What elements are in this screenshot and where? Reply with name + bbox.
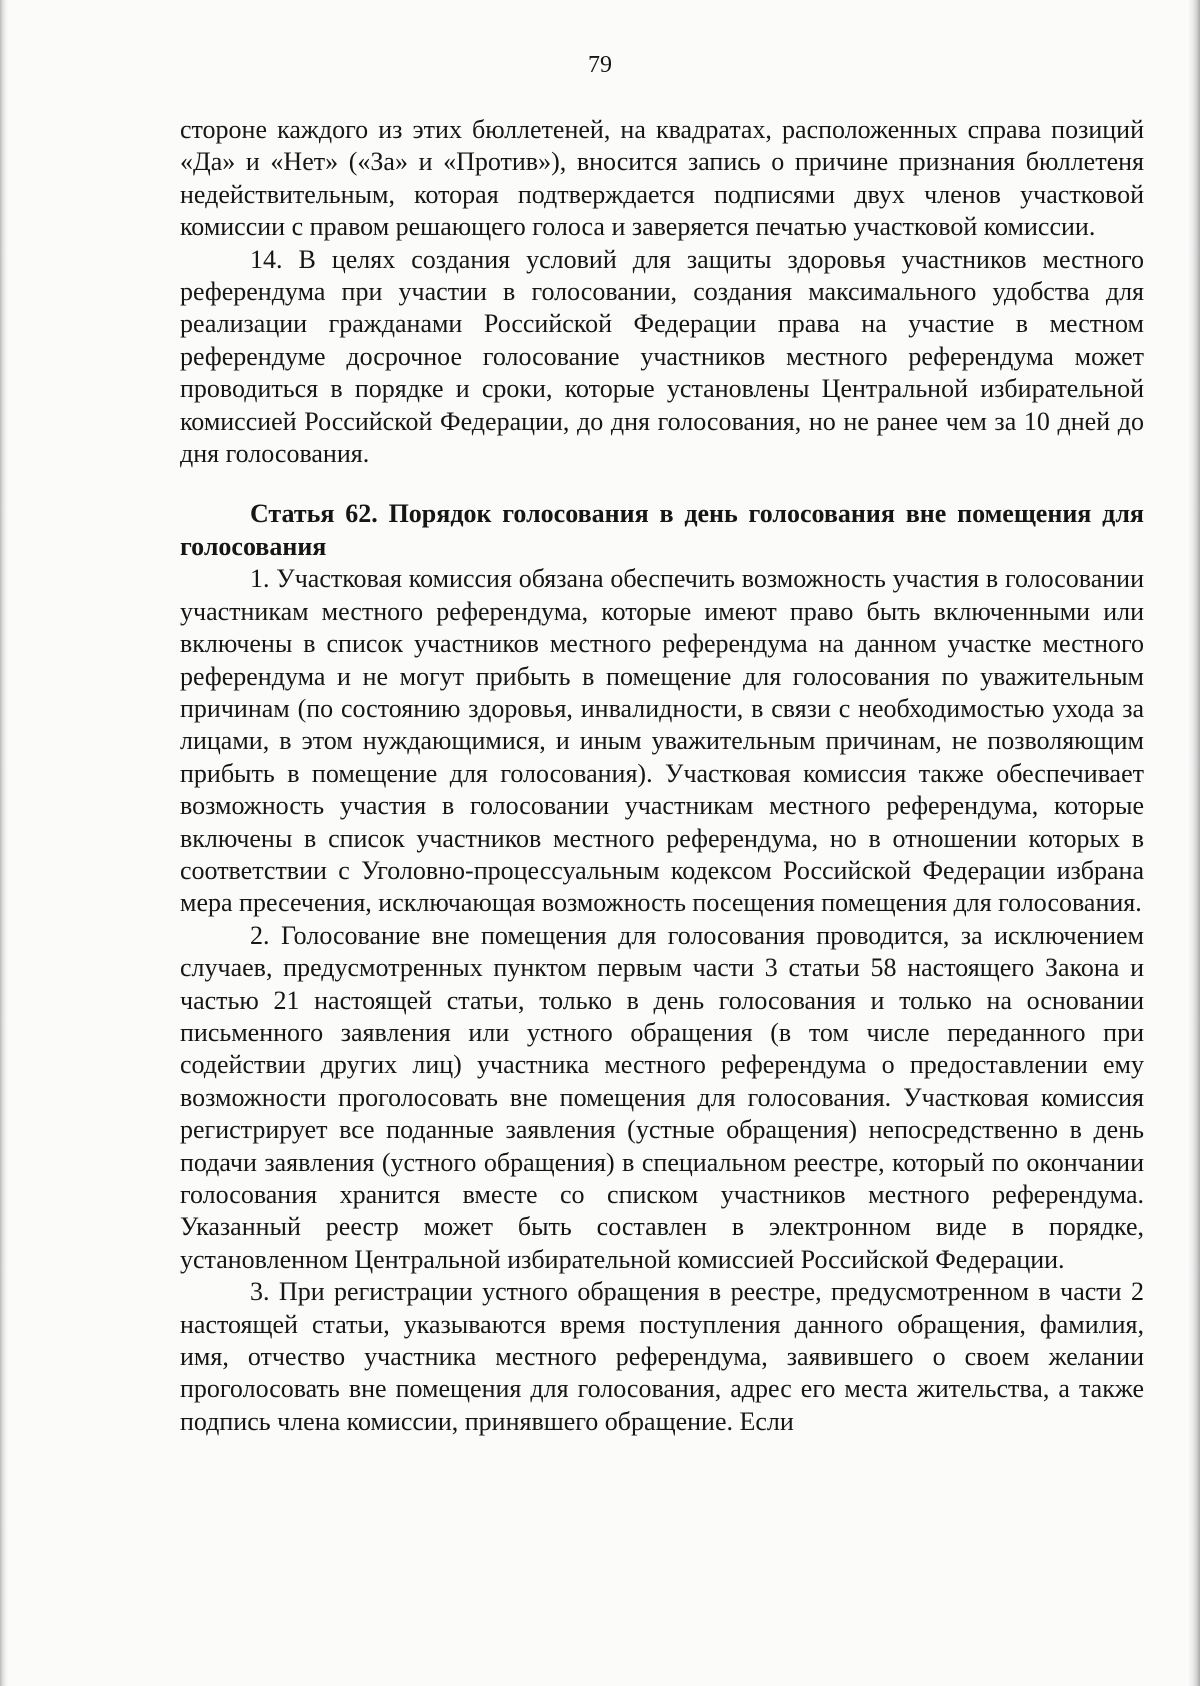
scan-edge-left (0, 0, 8, 1686)
article-heading: Статья 62. Порядок голосования в день голосования вне помещения для голосования (180, 499, 1144, 561)
paragraph-continuation: стороне каждого из этих бюллетеней, на квадратах, расположенных справа позиций «Да» и «Нет» («За» и «Против»), вносится запись о причине признания бюллетеня недействительным, которая подтверждается подписями двух членов участковой комиссии с правом решающего голоса и заверяется печатью участковой комиссии. (180, 115, 1144, 242)
paragraph-item-1: 1. Участковая комиссия обязана обеспечить возможность участия в голосовании участникам местного референдума, которые имеют право быть включенными или включены в список участников местного референдума на данном участке местного референдума и не могут прибыть в помещение для голосования по уважительным причинам (по состоянию здоровья, инвалидности, в связи с необходимостью ухода за лицами, в этом нуждающимися, и иным уважительным причинам, не позволяющим прибыть в помещение для голосования). Участковая комиссия также обеспечивает возможность участия в голосовании участникам местного референдума, которые включены в список участников местного референдума, но в отношении которых в соответствии с Уголовно-процессуальным кодексом Российской Федерации избрана мера пресечения, исключающая возможность посещения помещения для голосования. (180, 564, 1144, 918)
page-number: 79 (588, 52, 612, 78)
scan-edge-right (1188, 0, 1200, 1686)
paragraph-item-3: 3. При регистрации устного обращения в реестре, предусмотренном в части 2 настоящей статьи, указываются время поступления данного обращения, фамилия, имя, отчество участника местного референдума, заявившего о своем желании проголосовать вне помещения для голосования, адрес его места жительства, а также подпись члена комиссии, принявшего обращение. Если (180, 1277, 1144, 1436)
paragraph-item-14: 14. В целях создания условий для защиты здоровья участников местного референдума при участии в голосовании, создания максимального удобства для реализации гражданами Российской Федерации права на участие в местном референдуме досрочное голосование участников местного референдума может проводиться в порядке и сроки, которые установлены Центральной избирательной комиссией Российской Федерации, до дня голосования, но не ранее чем за 10 дней до дня голосования. (180, 244, 1144, 469)
document-body (180, 114, 1144, 1438)
paragraph-item-2: 2. Голосование вне помещения для голосования проводится, за исключением случаев, предусмотренных пунктом первым части 3 статьи 58 настоящего Закона и частью 21 настоящей статьи, только в день голосования и только на основании письменного заявления или устного обращения (в том числе переданного при содействии других лиц) участника местного референдума о предоставлении ему возможности проголосовать вне помещения для голосования. Участковая комиссия регистрирует все поданные заявления (устные обращения) непосредственно в день подачи заявления (устного обращения) в специальном реестре, который по окончании голосования хранится вместе со списком участников местного референдума. Указанный реестр может быть составлен в электронном виде в порядке, установленном Центральной избирательной комиссией Российской Федерации. (180, 920, 1144, 1274)
